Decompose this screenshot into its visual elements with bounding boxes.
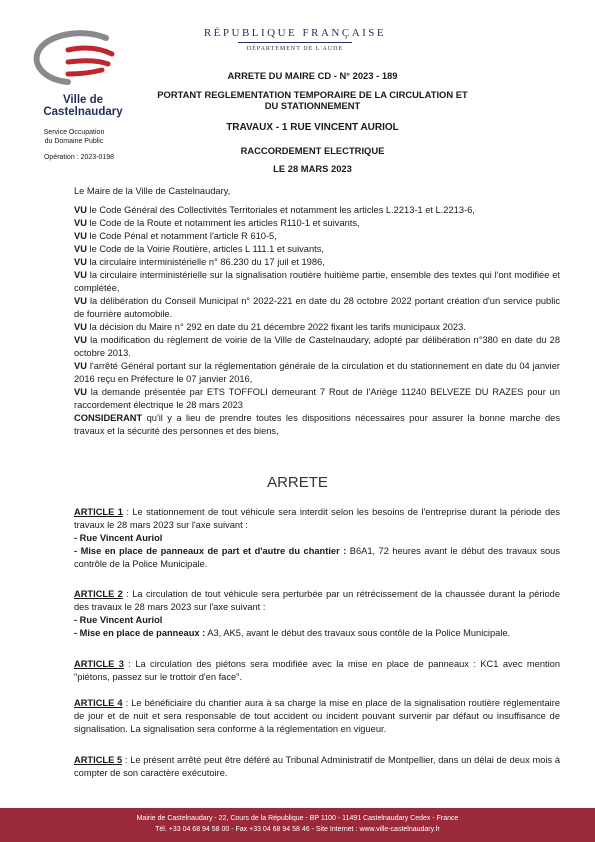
article-signs bbox=[74, 627, 560, 640]
article-signs bbox=[74, 545, 560, 571]
arrete-heading: ARRETE bbox=[267, 474, 328, 491]
consideration-label: VU bbox=[74, 270, 87, 280]
service-name bbox=[24, 128, 124, 146]
footer-contact: Tél. +33 04 68 94 58 00 - Fax +33 04 68 94 58 46 - Site Internet : www.ville-castelnaudary.fr bbox=[155, 826, 440, 833]
consideration-item bbox=[74, 243, 560, 256]
consideration-text: la délibération du Conseil Municipal n° 2022-221 en date du 28 octobre 2022 portant création d'un service public de fourrière automobile. bbox=[74, 296, 560, 319]
consideration-text: la circulaire interministérielle sur la signalisation routière huitième partie, ensemble des textes qui l'ont modifiée et complétée, bbox=[74, 270, 560, 293]
works-type: RACCORDEMENT ELECTRIQUE bbox=[240, 145, 385, 156]
signs-label: - Mise en place de panneaux : bbox=[74, 628, 206, 638]
consideration-label: VU bbox=[74, 257, 87, 267]
consideration-text: la décision du Maire n° 292 en date du 21 décembre 2022 fixant les tarifs municipaux 2023. bbox=[86, 322, 466, 332]
consideration-text: l'arrêté Général portant sur la réglementation générale de la circulation et du stationnement en date du 04 janvier 2016 reçu en Préfecture le 07 janvier 2016, bbox=[74, 361, 560, 384]
service-line: du Domaine Public bbox=[44, 138, 104, 145]
consideration-item bbox=[74, 230, 560, 243]
considerations-list bbox=[74, 204, 560, 438]
consideration-item bbox=[74, 360, 560, 386]
footer-address: Mairie de Castelnaudary - 22, Cours de la République - BP 1100 - 11491 Castelnaudary Cedex - France bbox=[136, 815, 459, 822]
consideration-text: la circulaire interministérielle n° 86.230 du 17 juil et 1986, bbox=[86, 257, 325, 267]
consideration-item bbox=[74, 295, 560, 321]
article-heading: ARTICLE 1 bbox=[74, 507, 123, 517]
consideration-text: le Code de la Voirie Routière, articles L 111.1 et suivants, bbox=[86, 244, 324, 254]
city-name: Ville de Castelnaudary bbox=[43, 94, 123, 118]
consideration-item bbox=[74, 412, 560, 438]
consideration-item bbox=[74, 256, 560, 269]
article-text: : Le bénéficiaire du chantier aura à sa charge la mise en place de la signalisation routière réglementaire de jour et de nuit et sera responsable de tout accident ou incident pouvant survenir par défaut ou insuffisance de signalisation. La signalisation sera conforme à la réglementation en vigueur. bbox=[74, 698, 560, 734]
article-heading: ARTICLE 5 bbox=[74, 755, 123, 765]
intro-line: Le Maire de la Ville de Castelnaudary, bbox=[74, 186, 231, 196]
consideration-item bbox=[74, 269, 560, 295]
consideration-label: VU bbox=[74, 231, 87, 241]
article-street: - Rue Vincent Auriol bbox=[74, 533, 163, 543]
operation-number: Opération : 2023-0198 bbox=[43, 154, 115, 161]
consideration-label: VU bbox=[74, 387, 87, 397]
consideration-item bbox=[74, 334, 560, 360]
article-1 bbox=[74, 506, 560, 571]
divider bbox=[238, 42, 352, 43]
article-text: : Le présent arrêté peut être déféré au Tribunal Administratif de Montpellier, dans un délai de deux mois à compter de son caractère exécutoire. bbox=[74, 755, 560, 778]
article-text: : Le stationnement de tout véhicule sera interdit selon les besoins de l'entreprise durant la période des travaux le 28 mars 2023 sur l'axe suivant : bbox=[74, 507, 560, 530]
article-street: - Rue Vincent Auriol bbox=[74, 615, 163, 625]
department-heading: DÉPARTEMENT DE L'AUDE bbox=[246, 46, 344, 52]
article-heading: ARTICLE 4 bbox=[74, 698, 123, 708]
decree-number: ARRETE DU MAIRE CD - N° 2023 - 189 bbox=[227, 70, 398, 81]
consideration-item bbox=[74, 321, 560, 334]
footer-band bbox=[0, 808, 595, 842]
decree-subject: PORTANT REGLEMENTATION TEMPORAIRE DE LA CIRCULATION ET DU STATIONNEMENT bbox=[157, 89, 468, 111]
article-heading: ARTICLE 2 bbox=[74, 589, 123, 599]
article-2 bbox=[74, 588, 560, 640]
consideration-label: VU bbox=[74, 296, 87, 306]
article-3 bbox=[74, 658, 560, 684]
article-text: : La circulation de tout véhicule sera perturbée par un rétrécissement de la chaussée durant la période des travaux le 28 mars 2023 sur l'axe suivant : bbox=[74, 589, 560, 612]
article-5 bbox=[74, 754, 560, 780]
consideration-text: la demande présentée par ETS TOFFOLI demeurant 7 Rout de l'Ariège 11240 BELVEZE DU RAZES pour un raccordement électrique le 28 mars 2023 bbox=[74, 387, 560, 410]
republic-heading: RÉPUBLIQUE FRANÇAISE bbox=[203, 27, 387, 39]
service-line: Service Occupation bbox=[43, 129, 105, 136]
consideration-text: le Code de la Route et notamment les articles R110-1 et suivants, bbox=[86, 218, 360, 228]
consideration-label: VU bbox=[74, 361, 87, 371]
consideration-item bbox=[74, 217, 560, 230]
consideration-label: VU bbox=[74, 244, 87, 254]
signs-text: B6A1, 72 heures avant le début des travaux sous contrôle de la Police Municipale. bbox=[74, 546, 560, 569]
consideration-text: le Code Général des Collectivités Territoriales et notamment les articles L.2213-1 et L.2213-6, bbox=[86, 205, 475, 215]
signs-text: A3, AK5, avant le début des travaux sous contôle de la Police Municipale. bbox=[205, 628, 511, 638]
consideration-label: CONSIDERANT bbox=[74, 413, 143, 423]
consideration-label: VU bbox=[74, 322, 87, 332]
article-heading: ARTICLE 3 bbox=[74, 659, 124, 669]
consideration-label: VU bbox=[74, 205, 87, 215]
city-logo bbox=[28, 30, 128, 92]
article-text: : La circulation des piétons sera modifiée avec la mise en place de panneaux : KC1 avec mention "piétons, passez sur le trottoir d'en face". bbox=[74, 659, 560, 682]
consideration-text: le Code Pénal et notamment l'article R 610-5, bbox=[86, 231, 277, 241]
consideration-item bbox=[74, 386, 560, 412]
works-title: TRAVAUX - 1 RUE VINCENT AURIOL bbox=[226, 122, 399, 133]
consideration-label: VU bbox=[74, 218, 87, 228]
works-date: LE 28 MARS 2023 bbox=[273, 163, 352, 174]
consideration-item bbox=[74, 204, 560, 217]
consideration-text: la modification du règlement de voirie de la Ville de Castelnaudary, adopté par délibération n°380 en date du 28 octobre 2013. bbox=[74, 335, 560, 358]
consideration-label: VU bbox=[74, 335, 87, 345]
signs-label: - Mise en place de panneaux de part et d'autre du chantier : bbox=[74, 546, 347, 556]
consideration-text: qu'il y a lieu de prendre toutes les dispositions nécessaires pour assurer la bonne marche des travaux et la sécurité des personnes et des biens, bbox=[74, 413, 560, 436]
article-4 bbox=[74, 697, 560, 736]
